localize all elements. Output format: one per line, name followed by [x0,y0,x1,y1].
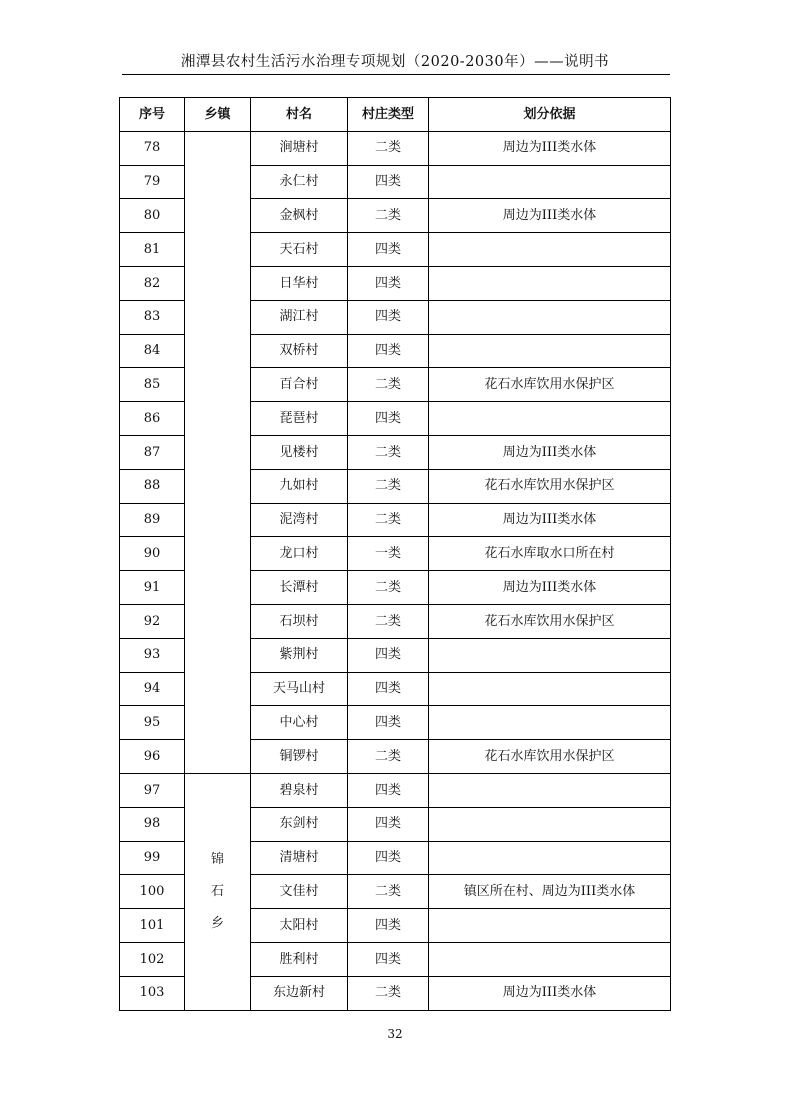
village-name: 双桥村 [251,334,348,368]
town-name-char: 石 [210,883,224,899]
village-type: 四类 [348,773,429,807]
village-type: 四类 [348,165,429,199]
classification-basis [429,942,671,976]
village-name: 铜锣村 [251,740,348,774]
row-number: 85 [120,368,185,402]
header-divider [122,74,670,75]
table-header-row [120,98,671,132]
classification-basis: 花石水库取水口所在村 [429,537,671,571]
village-name: 文佳村 [251,875,348,909]
classification-basis: 花石水库饮用水保护区 [429,740,671,774]
classification-basis [429,266,671,300]
row-number: 78 [120,131,185,165]
row-number: 94 [120,672,185,706]
village-type: 四类 [348,909,429,943]
classification-basis: 周边为III类水体 [429,503,671,537]
row-number: 79 [120,165,185,199]
classification-basis: 周边为III类水体 [429,435,671,469]
classification-basis [429,807,671,841]
village-classification-table [119,97,671,1011]
village-name: 见楼村 [251,435,348,469]
village-type: 一类 [348,537,429,571]
table-row [120,131,671,165]
village-name: 清塘村 [251,841,348,875]
village-type: 二类 [348,976,429,1010]
classification-basis [429,706,671,740]
village-name: 紫荆村 [251,638,348,672]
document-header: 湘潭县农村生活污水治理专项规划（2020-2030年）——说明书 [180,54,610,70]
village-type: 二类 [348,875,429,909]
row-number: 84 [120,334,185,368]
row-number: 87 [120,435,185,469]
village-type: 四类 [348,233,429,267]
village-type: 二类 [348,503,429,537]
village-type: 四类 [348,334,429,368]
village-type: 二类 [348,604,429,638]
row-number: 101 [120,909,185,943]
town-cell [185,131,251,773]
village-name: 碧泉村 [251,773,348,807]
town-cell [185,773,251,1010]
town-name-char: 乡 [210,915,224,931]
village-name: 永仁村 [251,165,348,199]
classification-basis: 周边为III类水体 [429,199,671,233]
header-no: 序号 [120,98,185,132]
village-type: 二类 [348,368,429,402]
classification-basis: 镇区所在村、周边为III类水体 [429,875,671,909]
village-name: 琵琶村 [251,402,348,436]
village-type: 四类 [348,266,429,300]
village-name: 东边新村 [251,976,348,1010]
village-type: 二类 [348,199,429,233]
classification-basis: 花石水库饮用水保护区 [429,368,671,402]
village-type: 二类 [348,740,429,774]
village-name: 中心村 [251,706,348,740]
row-number: 98 [120,807,185,841]
classification-basis [429,402,671,436]
row-number: 92 [120,604,185,638]
classification-basis: 周边为III类水体 [429,131,671,165]
header-village: 村名 [251,98,348,132]
row-number: 88 [120,469,185,503]
village-name: 九如村 [251,469,348,503]
row-number: 96 [120,740,185,774]
village-name: 百合村 [251,368,348,402]
village-name: 龙口村 [251,537,348,571]
village-name: 金枫村 [251,199,348,233]
row-number: 102 [120,942,185,976]
row-number: 99 [120,841,185,875]
village-type: 四类 [348,807,429,841]
village-name: 长潭村 [251,571,348,605]
row-number: 95 [120,706,185,740]
village-name: 天马山村 [251,672,348,706]
page-number: 32 [387,1027,403,1041]
classification-basis [429,638,671,672]
village-type: 四类 [348,942,429,976]
village-type: 二类 [348,131,429,165]
row-number: 91 [120,571,185,605]
classification-basis [429,841,671,875]
village-type: 四类 [348,841,429,875]
village-type: 四类 [348,672,429,706]
row-number: 97 [120,773,185,807]
classification-basis [429,233,671,267]
table-body [120,131,671,1010]
village-name: 日华村 [251,266,348,300]
header-town: 乡镇 [185,98,251,132]
row-number: 82 [120,266,185,300]
village-type: 四类 [348,300,429,334]
village-type: 四类 [348,402,429,436]
row-number: 100 [120,875,185,909]
town-name-char: 锦 [210,851,224,867]
row-number: 81 [120,233,185,267]
village-type: 二类 [348,571,429,605]
row-number: 90 [120,537,185,571]
classification-basis [429,165,671,199]
row-number: 103 [120,976,185,1010]
classification-basis [429,334,671,368]
village-type: 二类 [348,469,429,503]
village-name: 涧塘村 [251,131,348,165]
row-number: 89 [120,503,185,537]
classification-basis: 花石水库饮用水保护区 [429,604,671,638]
village-name: 石坝村 [251,604,348,638]
row-number: 80 [120,199,185,233]
village-type: 四类 [348,706,429,740]
classification-basis: 周边为III类水体 [429,976,671,1010]
village-name: 泥湾村 [251,503,348,537]
header-type: 村庄类型 [348,98,429,132]
village-name: 天石村 [251,233,348,267]
classification-basis: 花石水库饮用水保护区 [429,469,671,503]
classification-basis: 周边为III类水体 [429,571,671,605]
row-number: 93 [120,638,185,672]
row-number: 86 [120,402,185,436]
classification-basis [429,773,671,807]
village-name: 湖江村 [251,300,348,334]
village-name: 太阳村 [251,909,348,943]
village-name: 胜利村 [251,942,348,976]
village-type: 四类 [348,638,429,672]
classification-basis [429,300,671,334]
village-name: 东剑村 [251,807,348,841]
row-number: 83 [120,300,185,334]
header-basis: 划分依据 [429,98,671,132]
classification-basis [429,672,671,706]
classification-basis [429,909,671,943]
village-type: 二类 [348,435,429,469]
table-row [120,773,671,807]
